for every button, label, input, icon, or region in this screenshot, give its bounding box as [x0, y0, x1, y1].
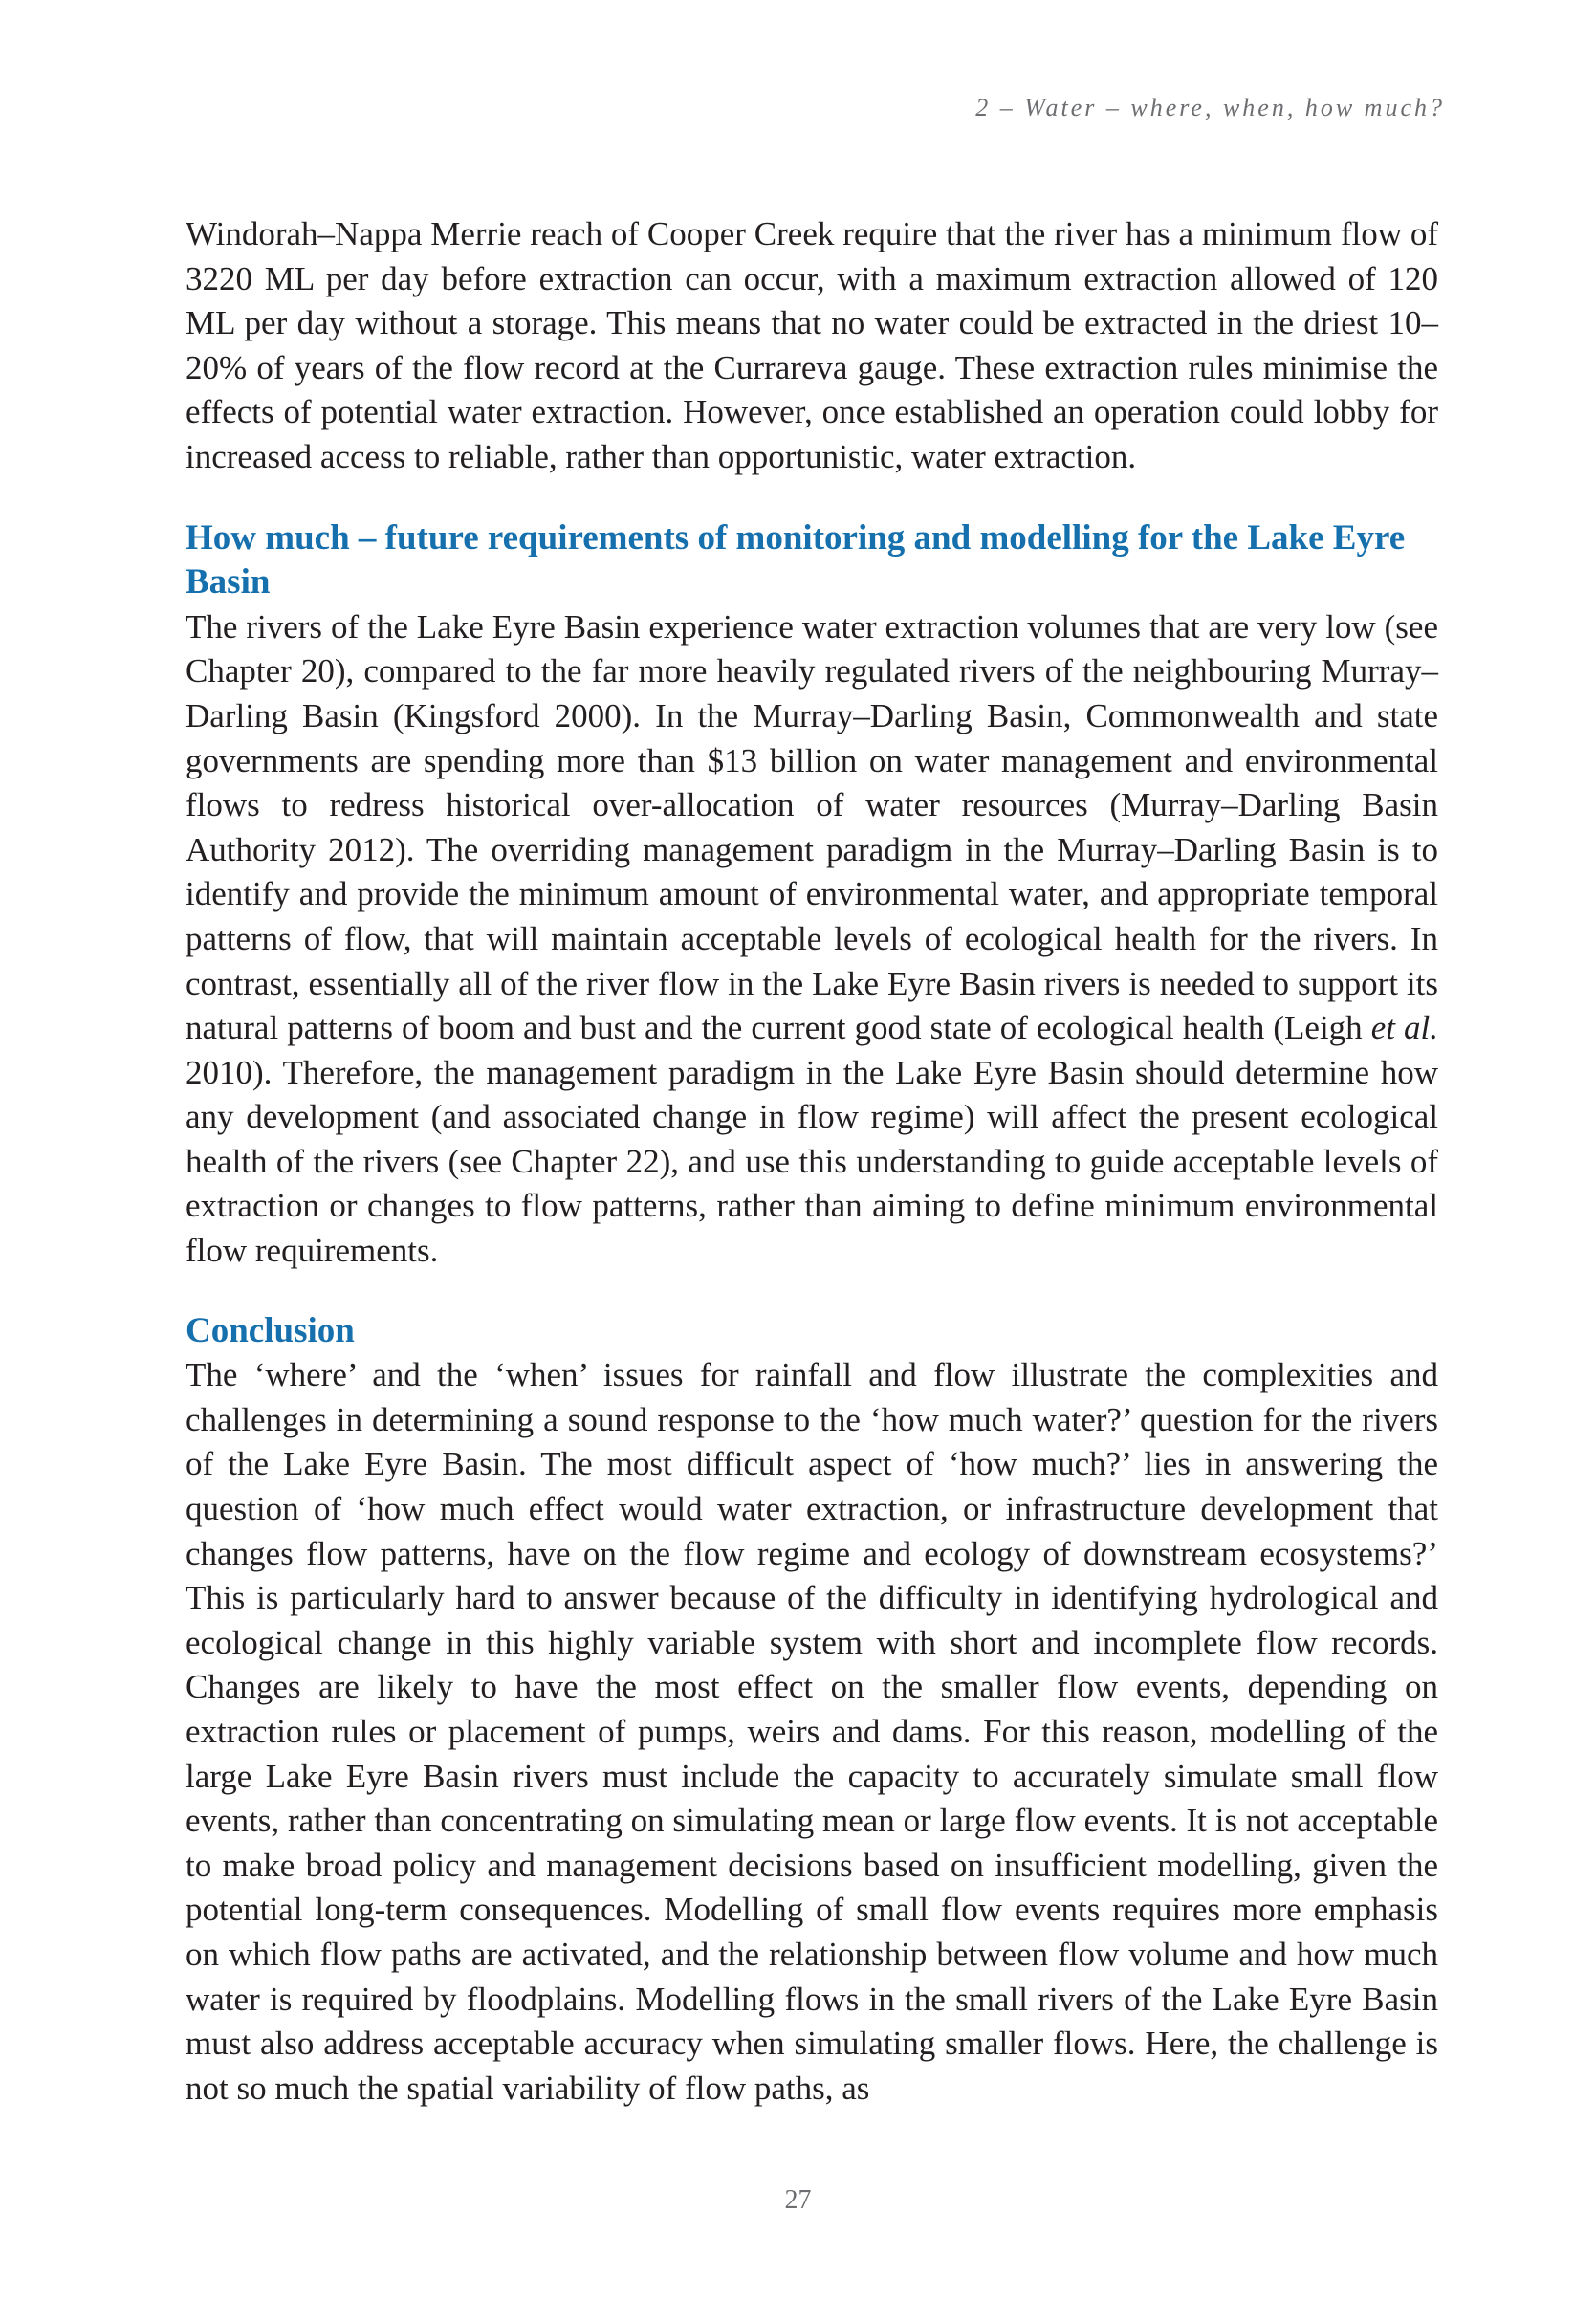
body-paragraph-2: [186, 605, 1438, 1274]
paragraph-2-text-part-2: 2010). Therefore, the management paradigm in the Lake Eyre Basin should determine how any development (and associated change in flow regime) will affect the present ecological health of the rivers (see Chapter 22), and use this understanding to guide acceptable levels of extraction or changes to flow patterns, rather than aiming to define minimum environmental flow requirements.: [186, 1053, 1438, 1270]
running-header: 2 – Water – where, when, how much?: [975, 94, 1445, 121]
body-paragraph-1: Windorah–Nappa Merrie reach of Cooper Creek require that the river has a minimum flow of 3220 ML per day before extraction can occur, with a maximum extraction allowed of 120 ML per day without a storage. This means that no water could be extracted in the driest 10–20% of years of the flow record at the Currareva gauge. These extraction rules minimise the effects of potential water extraction. However, once established an operation could lobby for increased access to reliable, rather than opportunistic, water extraction.: [186, 215, 1438, 475]
paragraph-2-text-part-1: The rivers of the Lake Eyre Basin experience water extraction volumes that are very low (see Chapter 20), compared to the far more heavily regulated rivers of the neighbouring Murray–Darling Basin (Kingsford 2000). In the Murray–Darling Basin, Commonwealth and state governments are spending more than $13 billion on water management and environmental flows to redress historical over-allocation of water resources (Murray–Darling Basin Authority 2012). The overriding management paradigm in the Murray–Darling Basin is to identify and provide the minimum amount of environmental water, and appropriate temporal patterns of flow, that will maintain acceptable levels of ecological health for the rivers. In contrast, essentially all of the river flow in the Lake Eyre Basin rivers is needed to support its natural patterns of boom and bust and the current good state of ecological health (Leigh: [186, 607, 1438, 1047]
body-paragraph-3: The ‘where’ and the ‘when’ issues for rainfall and flow illustrate the complexities and challenges in determining a sound response to the ‘how much water?’ question for the rivers of the Lake Eyre Basin. The most difficult aspect of ‘how much?’ lies in answering the question of ‘how much effect would water extraction, or infrastructure development that changes flow patterns, have on the flow regime and ecology of downstream ecosystems?’ This is particularly hard to answer because of the difficulty in identifying hydrological and ecological change in this highly variable system with short and incomplete flow records. Changes are likely to have the most effect on the smaller flow events, depending on extraction rules or placement of pumps, weirs and dams. For this reason, modelling of the large Lake Eyre Basin rivers must include the capacity to accurately simulate small flow events, rather than concentrating on simulating mean or large flow events. It is not acceptable to make broad policy and management decisions based on insufficient modelling, given the potential long-term consequences. Modelling of small flow events requires more emphasis on which flow paths are activated, and the relationship between flow volume and how much water is required by floodplains. Modelling flows in the small rivers of the Lake Eyre Basin must also address acceptable accuracy when simulating smaller flows. Here, the challenge is not so much the spatial variability of flow paths, as: [186, 1356, 1438, 2107]
section-heading-conclusion: Conclusion: [186, 1310, 355, 1350]
page-number: 27: [784, 2185, 812, 2215]
paragraph-2-italic-citation: et al.: [1370, 1009, 1438, 1047]
section-heading-how-much: How much – future requirements of monitoring and modelling for the Lake Eyre Basin: [186, 517, 1406, 602]
page-content: [186, 212, 1438, 2111]
